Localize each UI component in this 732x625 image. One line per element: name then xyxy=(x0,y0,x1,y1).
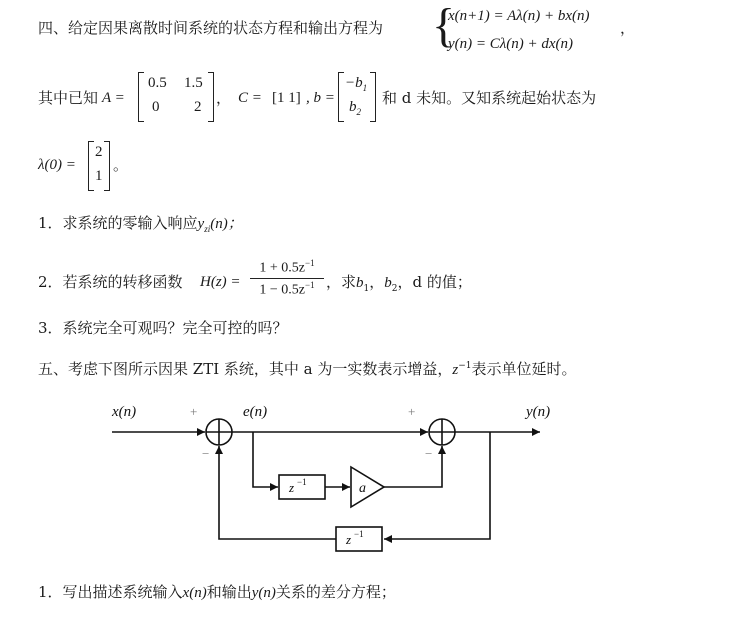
A-cell-22: 2 xyxy=(194,99,202,115)
q4-intro: 四、给定因果离散时间系统的状态方程和输出方程为 xyxy=(38,19,384,37)
q4-item3: 3．系统完全可观吗？完全可控的吗？ xyxy=(38,319,288,337)
C-matrix: [1 1] xyxy=(272,90,301,106)
q5-intro: 五、考虑下图所示因果 ZTI 系统，其中 a 为一实数表示增益，$z^{-1}$表示单位延时。 xyxy=(38,360,577,378)
output-label: y(n) xyxy=(526,404,551,420)
sum2-plus: + xyxy=(408,404,416,419)
sum1-plus: + xyxy=(190,404,198,419)
q4-item2-suffix: ，求$b_1$，$b_2$，d 的值； xyxy=(326,273,472,294)
branch-to-delay xyxy=(253,432,278,487)
delay-lower-exp: −1 xyxy=(354,529,364,539)
A-label: A = xyxy=(102,90,125,106)
C-label: C = xyxy=(238,90,262,106)
q5-item1: 1．写出描述系统输入x(n)和输出y(n)关系的差分方程； xyxy=(38,583,396,601)
lambda0-end: 。 xyxy=(113,156,129,174)
gain-to-sum xyxy=(384,446,442,487)
equation-brace: { xyxy=(432,0,456,52)
lambda0-label: λ(0) = xyxy=(38,157,76,173)
b-cell-2: $b_2$ xyxy=(349,99,361,117)
delay-lower-label: z xyxy=(346,532,352,547)
transfer-denominator: $1 - 0.5z^{-1}$ xyxy=(259,279,315,298)
output-equation: y(n) = Cλ(n) + dx(n) xyxy=(448,36,574,52)
gain-label: a xyxy=(359,481,366,496)
feedback-line-right xyxy=(384,432,490,539)
b-cell-1: $-b_1$ xyxy=(345,75,368,93)
transfer-H: H(z) = xyxy=(200,274,241,290)
gain-triangle xyxy=(351,467,384,507)
feedback-line-left xyxy=(219,446,336,539)
A-cell-11: 0.5 xyxy=(148,75,167,91)
q4-intro-end: ， xyxy=(620,19,636,37)
delay-upper-exp: −1 xyxy=(297,477,307,487)
input-label: x(n) xyxy=(112,404,137,420)
delay-upper-label: z xyxy=(289,480,295,495)
sum1-minus: − xyxy=(202,446,210,461)
comma-after-A: ， xyxy=(216,89,232,107)
q4-item1: 1．求系统的零输入响应$y_{zi}(n)$； xyxy=(38,214,243,234)
error-label: e(n) xyxy=(243,404,268,420)
given-suffix: 和 d 未知。又知系统起始状态为 xyxy=(382,89,597,107)
given-prefix: 其中已知 xyxy=(38,89,99,107)
A-cell-21: 0 xyxy=(152,99,160,115)
b-label: , b = xyxy=(306,90,335,106)
state-equation: x(n+1) = Aλ(n) + bx(n) xyxy=(448,8,590,24)
lambda0-cell-1: 2 xyxy=(95,144,103,160)
sum2-minus: − xyxy=(425,446,433,461)
lambda0-cell-2: 1 xyxy=(95,168,103,184)
q4-item2-prefix: 2．若系统的转移函数 xyxy=(38,273,183,291)
transfer-numerator: $1 + 0.5z^{-1}$ xyxy=(250,258,324,279)
A-cell-12: 1.5 xyxy=(184,75,203,91)
